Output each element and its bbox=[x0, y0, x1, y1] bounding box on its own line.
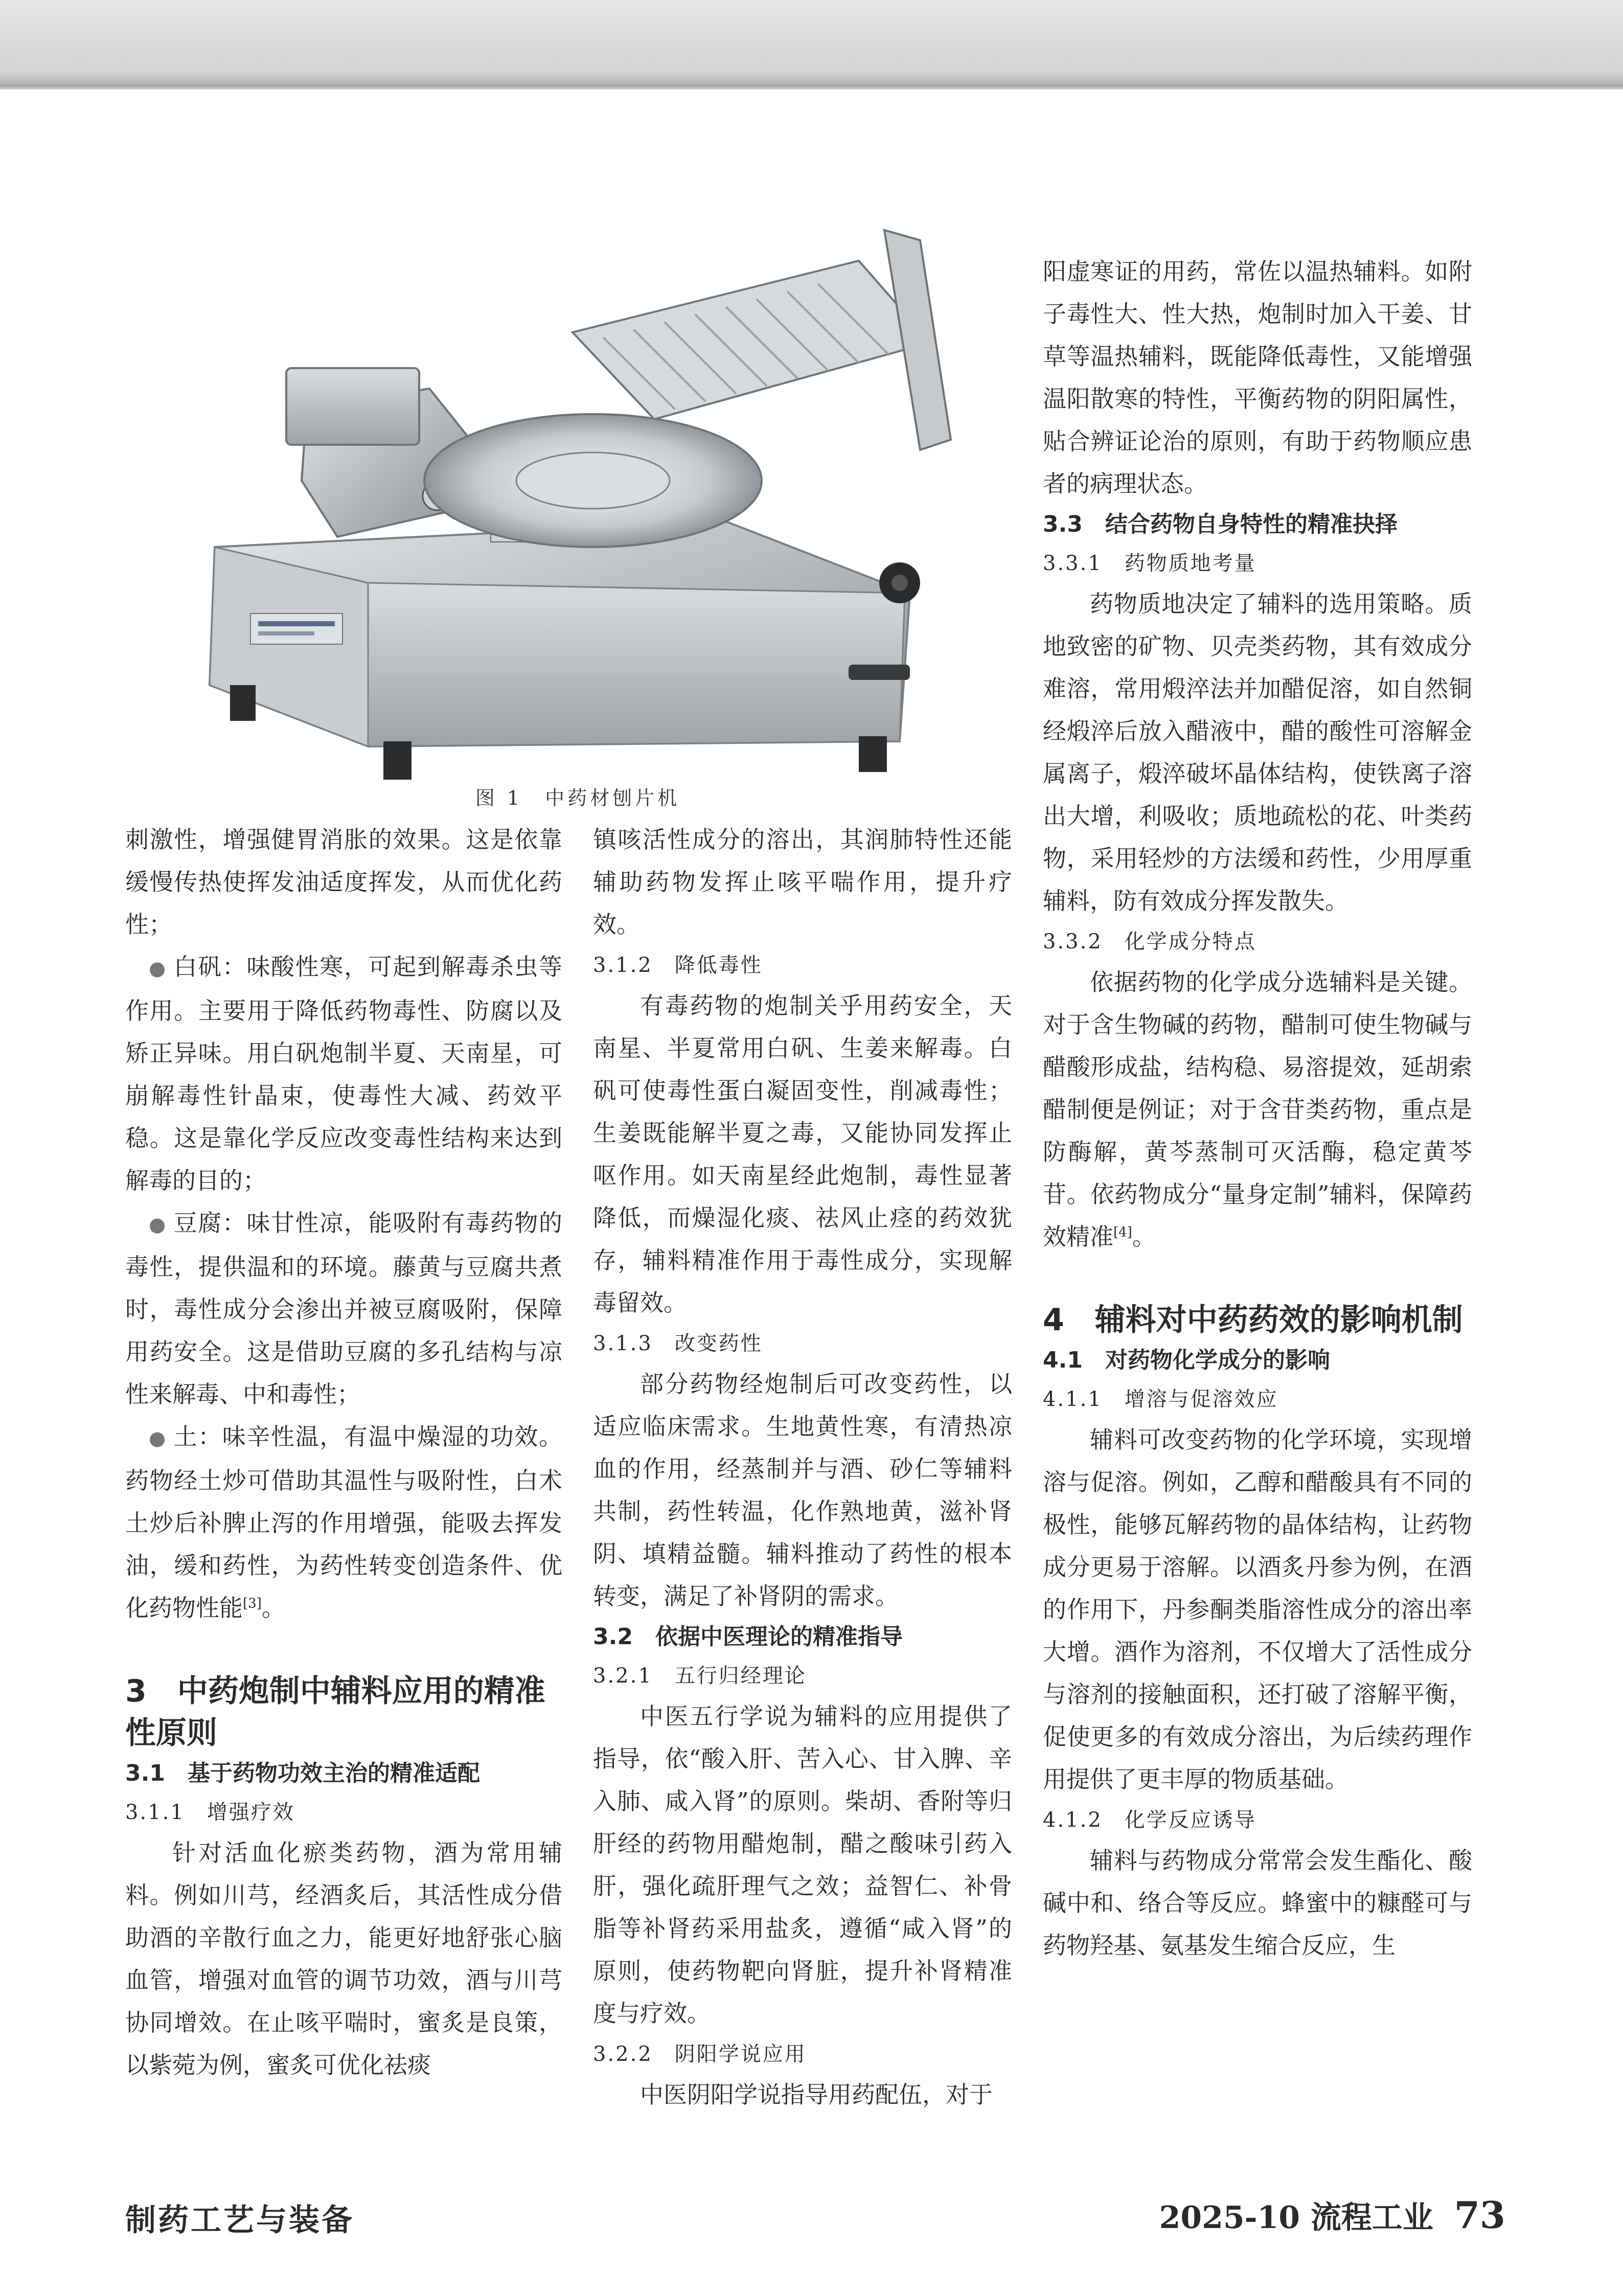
paragraph-text: 辅料可改变药物的化学环境，实现增溶与促溶。例如，乙醇和醋酸具有不同的极性，能够瓦解药物的晶体结构，让药物成分更易于溶解。以酒炙丹参为例，在酒的作用下，丹参酮类脂溶性成分的溶出率大增。酒作为溶剂，不仅增大了活性成分与溶剂的接触面积，还打破了溶解平衡，促使更多的有效成分溶出，为后续药理作用提供了更丰厚的物质基础。 bbox=[1043, 1426, 1472, 1793]
subsubsection-heading: 4.1.2 化学反应诱导 bbox=[1043, 1808, 1256, 1832]
top-header-band bbox=[0, 0, 1623, 89]
paragraph bbox=[1043, 1419, 1472, 1801]
paragraph-text: 中医五行学说为辅料的应用提供了指导，依“酸入肝、苦入心、甘入脾、辛入肺、咸入肾”的原则。柴胡、香附等归肝经的药物用醋炮制，醋之酸味引药入肝，强化疏肝理气之效；益智仁、补骨脂等补肾药采用盐炙，遵循“咸入肾”的原则，使药物靶向肾脏，提升补肾精准度与疗效。 bbox=[593, 1702, 1012, 2027]
subsection-heading: 3.1 基于药物功效主治的精准适配 bbox=[125, 1760, 480, 1786]
subsection-heading: 4.1 对药物化学成分的影响 bbox=[1043, 1347, 1330, 1373]
citation-ref: [4] bbox=[1113, 1224, 1132, 1240]
paragraph-tail: 。 bbox=[1132, 1223, 1156, 1251]
paragraph-text: 中医阴阳学说指导用药配伍，对于 bbox=[640, 2081, 993, 2108]
paragraph-text: 镇咳活性成分的溶出，其润肺特性还能辅助药物发挥止咳平喘作用，提升疗效。 bbox=[593, 826, 1012, 938]
paragraph bbox=[125, 819, 562, 946]
subsection-heading: 3.3 结合药物自身特性的精准抉择 bbox=[1043, 511, 1398, 537]
column-2 bbox=[593, 819, 1012, 2116]
paragraph-text: 依据药物的化学成分选辅料是关键。对于含生物碱的药物，醋制可使生物碱与醋酸形成盐，结构稳、易溶提效，延胡索醋制便是例证；对于含苷类药物，重点是防酶解，黄芩蒸制可灭活酶，稳定黄芩苷。依药物成分“量身定制”辅料，保障药效精准 bbox=[1043, 968, 1472, 1251]
paragraph bbox=[593, 2074, 1012, 2116]
paragraph-text: 药物质地决定了辅料的选用策略。质地致密的矿物、贝壳类药物，其有效成分难溶，常用煅淬法并加醋促溶，如自然铜经煅淬后放入醋液中，醋的酸性可溶解金属离子，煅淬破坏晶体结构，使铁离子溶出大增，利吸收；质地疏松的花、叶类药物，采用轻炒的方法缓和药性，少用厚重辅料，防有效成分挥发散失。 bbox=[1043, 590, 1472, 915]
citation-ref: [3] bbox=[243, 1596, 262, 1611]
subsubsection-heading: 3.2.2 阴阳学说应用 bbox=[593, 2042, 807, 2066]
bullet-dot-icon: ● bbox=[149, 957, 174, 980]
paragraph bbox=[125, 1832, 562, 2086]
subsubsection-heading: 3.3.1 药物质地考量 bbox=[1043, 552, 1256, 575]
bullet-dot-icon: ● bbox=[149, 1427, 174, 1449]
bullet-paragraph bbox=[125, 1202, 562, 1416]
paragraph-text: 白矾：味酸性寒，可起到解毒杀虫等作用。主要用于降低药物毒性、防腐以及矫正异味。用白矾炮制半夏、天南星，可崩解毒性针晶束，使毒性大减、药效平稳。这是靠化学反应改变毒性结构来达到解毒的目的； bbox=[125, 953, 563, 1194]
section-gap bbox=[125, 1629, 562, 1670]
section-gap bbox=[1043, 1258, 1472, 1299]
paragraph-text: 阳虚寒证的用药，常佐以温热辅料。如附子毒性大、性大热，炮制时加入干姜、甘草等温热辅料，既能降低毒性，又能增强温阳散寒的特性，平衡药物的阴阳属性，贴合辨证论治的原则，有助于药物顺应患者的病理状态。 bbox=[1043, 258, 1472, 497]
footer-journal-info bbox=[1159, 2193, 1505, 2237]
paragraph bbox=[593, 1363, 1012, 1618]
paragraph-text: 刺激性，增强健胃消胀的效果。这是依靠缓慢传热使挥发油适度挥发，从而优化药性； bbox=[125, 826, 562, 938]
figure-slicer-machine bbox=[153, 225, 1002, 792]
paragraph-tail: 。 bbox=[261, 1594, 285, 1622]
paragraph bbox=[1043, 961, 1472, 1258]
paragraph-text: 豆腐：味甘性凉，能吸附有毒药物的毒性，提供温和的环境。藤黄与豆腐共煮时，毒性成分会渗出并被豆腐吸附，保障用药安全。这是借助豆腐的多孔结构与凉性来解毒、中和毒性； bbox=[125, 1209, 563, 1408]
paragraph-text: 针对活血化瘀类药物，酒为常用辅料。例如川芎，经酒炙后，其活性成分借助酒的辛散行血之力，能更好地舒张心脑血管，增强对血管的调节功效，酒与川芎协同增效。在止咳平喘时，蜜炙是良策，以紫菀为例，蜜炙可优化祛痰 bbox=[125, 1839, 562, 2079]
figure-caption: 图 1 中药材刨片机 bbox=[475, 787, 680, 809]
footer-issue: 2025-10 bbox=[1159, 2200, 1300, 2236]
paragraph bbox=[1043, 583, 1472, 922]
footer-section-title: 制药工艺与装备 bbox=[125, 2202, 354, 2238]
subsubsection-heading: 3.1.1 增强疗效 bbox=[125, 1801, 295, 1824]
paragraph-text: 部分药物经炮制后可改变药性，以适应临床需求。生地黄性寒，有清热凉血的作用，经蒸制并与酒、砂仁等辅料共制，药性转温，化作熟地黄，滋补肾阴、填精益髓。辅料推动了药性的根本转变，满足了补肾阴的需求。 bbox=[593, 1370, 1012, 1610]
paragraph-text: 土：味辛性温，有温中燥湿的功效。药物经土炒可借助其温性与吸附性，白术土炒后补脾止泻的作用增强，能吸去挥发油，缓和药性，为药性转变创造条件、优化药物性能 bbox=[125, 1423, 563, 1622]
bullet-dot-icon: ● bbox=[149, 1213, 174, 1236]
footer-journal: 流程工业 bbox=[1310, 2200, 1433, 2236]
paragraph-text: 有毒药物的炮制关乎用药安全，天南星、半夏常用白矾、生姜来解毒。白矾可使毒性蛋白凝固变性，削减毒性；生姜既能解半夏之毒，又能协同发挥止呕作用。如天南星经此炮制，毒性显著降低，而燥湿化痰、祛风止痉的药效犹存，辅料精准作用于毒性成分，实现解毒留效。 bbox=[593, 992, 1012, 1316]
section-heading: 4 辅料对中药药效的影响机制 bbox=[1043, 1302, 1463, 1338]
column-1 bbox=[125, 819, 562, 2086]
subsubsection-heading: 3.3.2 化学成分特点 bbox=[1043, 930, 1256, 953]
paragraph bbox=[1043, 251, 1472, 505]
bullet-paragraph bbox=[125, 946, 562, 1202]
subsubsection-heading: 3.1.3 改变药性 bbox=[593, 1332, 763, 1355]
paragraph-text: 辅料与药物成分常常会发生酯化、酸碱中和、络合等反应。蜂蜜中的糠醛可与药物羟基、氨基发生缩合反应，生 bbox=[1043, 1847, 1472, 1959]
section-heading: 3 中药炮制中辅料应用的精准性原则 bbox=[125, 1673, 545, 1751]
paragraph bbox=[593, 985, 1012, 1324]
page-number: 73 bbox=[1454, 2193, 1505, 2237]
paragraph bbox=[593, 1695, 1012, 2035]
subsection-heading: 3.2 依据中医理论的精准指导 bbox=[593, 1624, 903, 1650]
column-3 bbox=[1043, 251, 1472, 1967]
subsubsection-heading: 4.1.1 增溶与促溶效应 bbox=[1043, 1388, 1278, 1411]
subsubsection-heading: 3.2.1 五行归经理论 bbox=[593, 1664, 807, 1688]
bullet-paragraph bbox=[125, 1416, 562, 1629]
subsubsection-heading: 3.1.2 降低毒性 bbox=[593, 953, 763, 977]
paragraph bbox=[1043, 1839, 1472, 1967]
paragraph bbox=[593, 819, 1012, 946]
